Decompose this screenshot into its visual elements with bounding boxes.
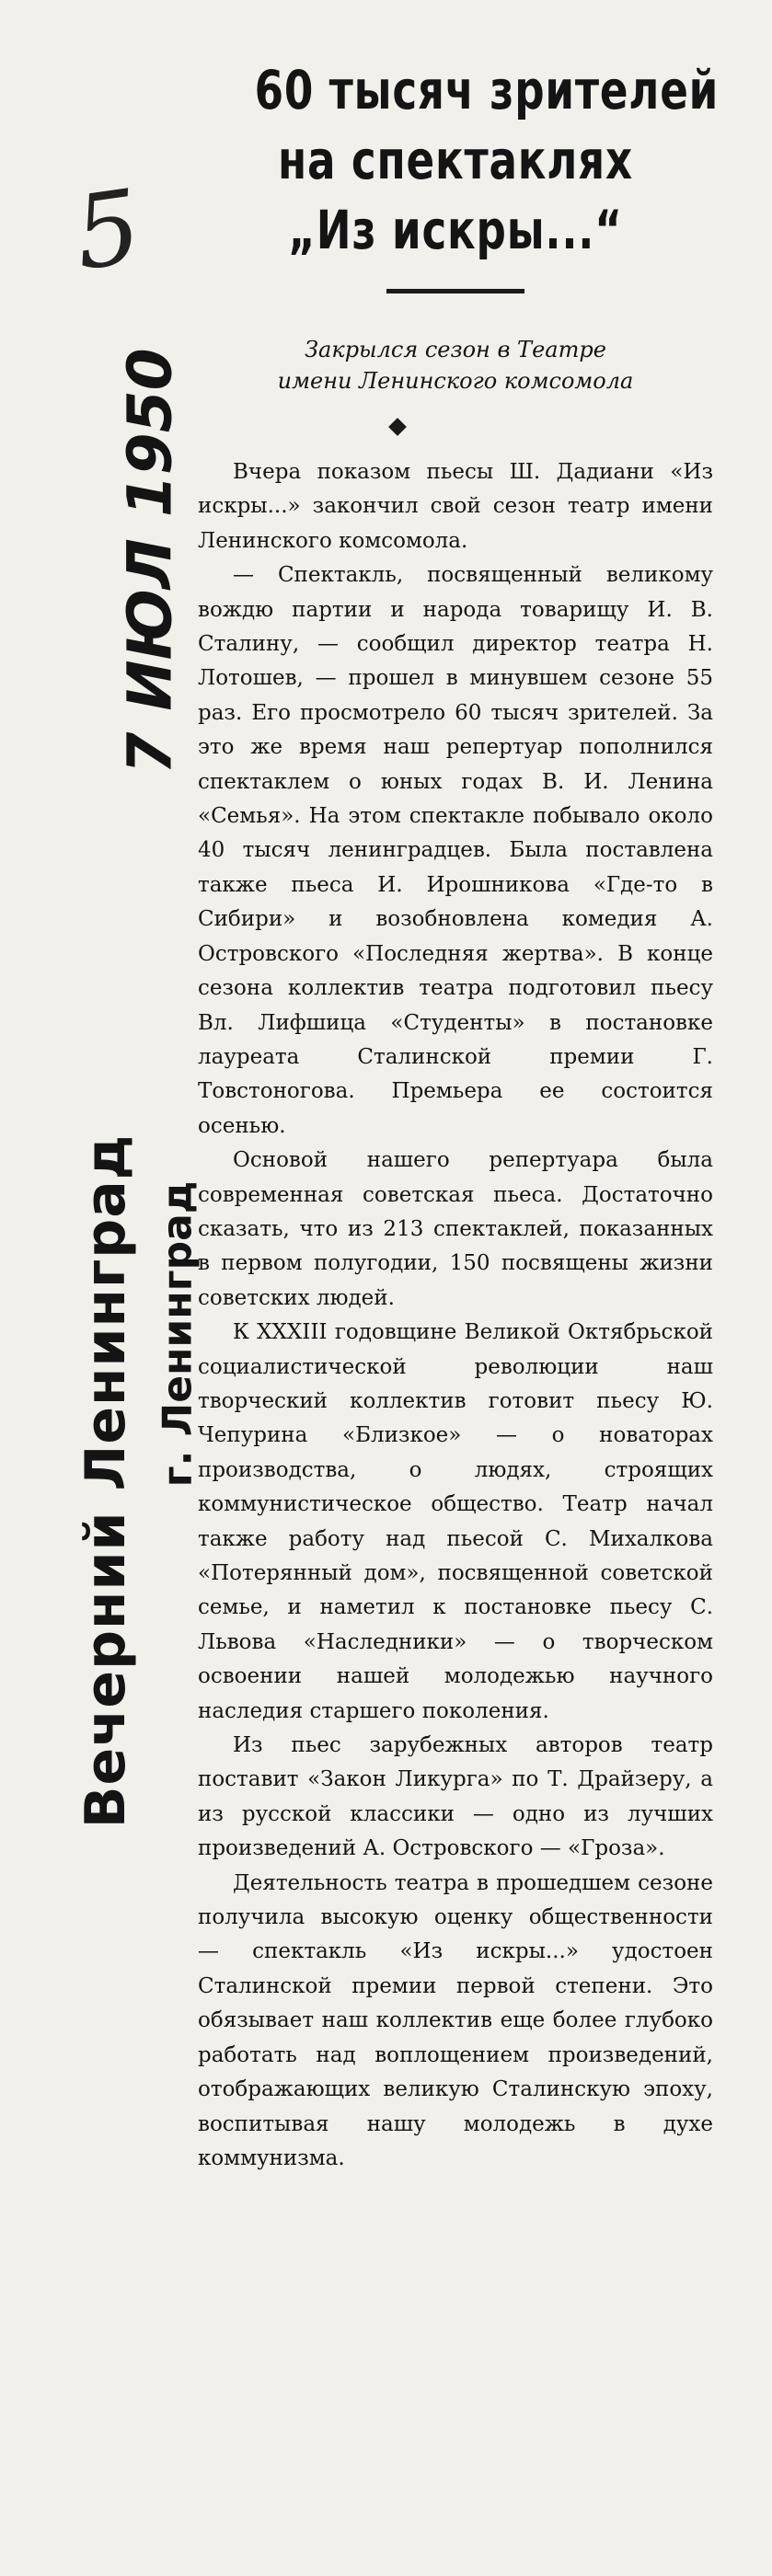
page-number-mark: 5 (67, 167, 148, 293)
paragraph: К XXXIII годовщине Великой Октябрьской социалистической революции наш творческий коллектив готовит пьесу Ю. Чепурина «Близкое» — о новаторах производства, о людях, строящих коммунистическое общество. Театр начал также работу над пьесой С. Михалкова «Потерянный дом», посвященной советской семье, и наметил к постановке пьесу С. Львова «Наследники» — о творческом освоении нашей молодежью научного наследия старшего поколения. (198, 1320, 713, 1723)
city-name: г. Ленинград (154, 1180, 202, 1488)
newspaper-name: Вечерний Ленинград (74, 1133, 138, 1829)
diamond-ornament (388, 418, 407, 436)
headline-divider (386, 289, 524, 293)
paragraph: — Спектакль, посвященный великому вождю партии и народа товарищу И. В. Сталину, — сообщил директор театра Н. Лотошев, — прошел в минувшем сезоне 55 раз. Его просмотрело 60 тысяч зрителей. За это же время наш репертуар пополнился спектаклем о юных годах В. И. Ленина «Семья». На этом спектакле побывало около 40 тысяч ленинградцев. Была поставлена также пьеса И. Ирошникова «Где-то в Сибири» и возобновлена комедия А. Островского «Последняя жертва». В конце сезона коллектив театра подготовил пьесу Вл. Лифшица «Студенты» в постановке лауреата Сталинской премии Г. Товстоногова. Премьера ее состоится осенью. (198, 563, 713, 1138)
paragraph: Деятельность театра в прошедшем сезоне получила высокую оценку общественности — спектакль «Из искры...» удостоен Сталинской премии первой степени. Это обязывает наш коллектив еще более глубоко работать над воплощением произведений, отображающих великую Сталинскую эпоху, воспитывая нашу молодежь в духе коммунизма. (198, 1870, 713, 2170)
article (198, 55, 720, 2176)
headline-line: на спектаклях (278, 129, 633, 191)
paragraph: Основой нашего репертуара была современная советская пьеса. Достаточно сказать, что из 213 спектаклей, показанных в первом полугодии, 150 посвящены жизни советских людей. (198, 1148, 713, 1310)
paragraph: Вчера показом пьесы Ш. Дадиани «Из искры...» закончил свой сезон театр имени Ленинского комсомола. (198, 460, 713, 553)
date-stamp (109, 322, 191, 800)
headline (198, 55, 720, 265)
paragraph: Из пьес зарубежных авторов театр поставит «Закон Ликурга» по Т. Драйзеру, а из русской классики — одно из лучших произведений А. Островского — «Гроза». (198, 1733, 713, 1861)
subheadline (198, 334, 713, 397)
subheadline-line: Закрылся сезон в Театре (305, 337, 606, 362)
headline-line: 60 тысяч зрителей (254, 59, 720, 121)
article-body (198, 455, 713, 2176)
newspaper-stamp (64, 1040, 147, 1923)
subheadline-line: имени Ленинского комсомола (277, 368, 634, 394)
date-stamp-text: 7 ИЮЛ 1950 (114, 348, 186, 775)
headline-line: „Из искры...“ (288, 199, 623, 261)
